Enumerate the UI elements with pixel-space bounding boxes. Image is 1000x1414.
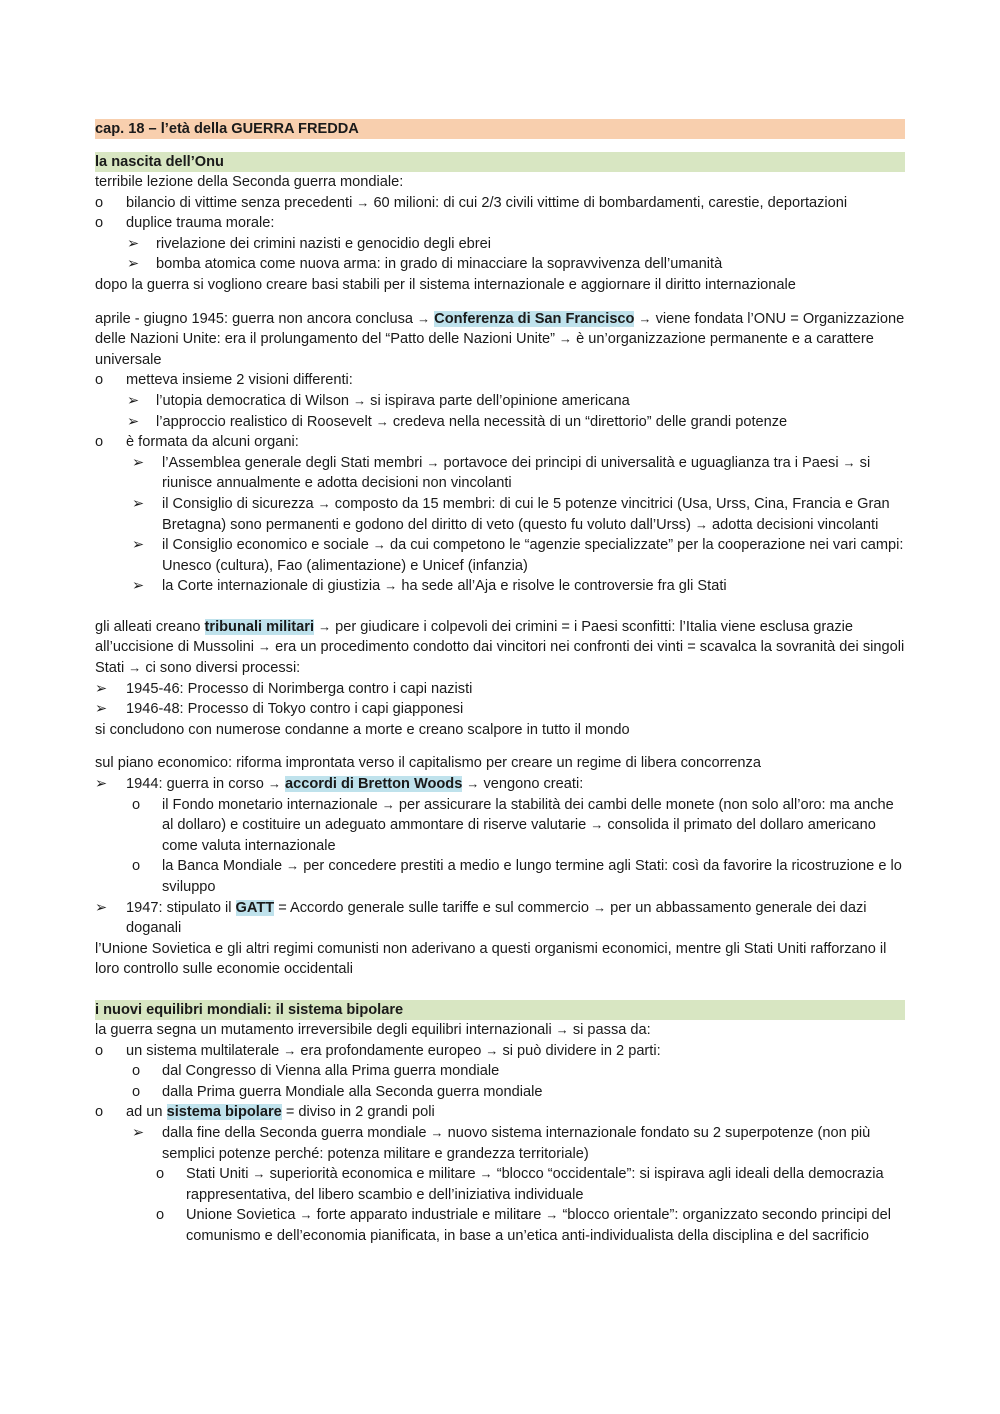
list-item: ➢ il Consiglio economico e sociale → da cui competono le “agenzie specializzate” per la cooperazione nei vari campi: Unesco (cultura), Fao (alimentazione) e Unicef (infanzia) — [132, 537, 904, 574]
circle-bullet-icon: o — [132, 796, 141, 813]
right-arrow-icon: → — [417, 310, 431, 326]
circle-bullet-icon: o — [132, 1063, 141, 1080]
right-arrow-icon: → — [128, 660, 142, 676]
right-arrow-icon: → — [318, 618, 332, 634]
right-arrow-icon: → — [317, 495, 331, 511]
arrowhead-bullet-icon: ➢ — [132, 1124, 145, 1141]
right-arrow-icon: → — [252, 1166, 266, 1182]
highlight-term: sistema bipolare — [166, 1104, 282, 1121]
circle-bullet-icon: o — [95, 194, 104, 211]
right-arrow-icon: → — [267, 776, 281, 792]
list-item: o metteva insieme 2 visioni differenti: — [95, 370, 905, 391]
section-heading-onu: la nascita dell’Onu — [95, 152, 905, 172]
arrowhead-bullet-icon: ➢ — [132, 537, 145, 554]
circle-bullet-icon: o — [95, 215, 104, 232]
paragraph: la guerra segna un mutamento irreversibile degli equilibri internazionali → si passa da: — [95, 1021, 651, 1038]
list-item: ➢ dalla fine della Seconda guerra mondiale → nuovo sistema internazionale fondato su 2 superpotenze (non più semplici potenze perché: potenza militare e grandezza territoriale) — [132, 1124, 871, 1162]
right-arrow-icon: → — [593, 899, 607, 915]
arrowhead-bullet-icon: ➢ — [95, 701, 108, 718]
right-arrow-icon: → — [694, 516, 708, 532]
arrowhead-bullet-icon: ➢ — [127, 392, 140, 409]
arrowhead-bullet-icon: ➢ — [95, 899, 108, 916]
list-item: ➢ rivelazione dei crimini nazisti e genocidio degli ebrei — [95, 234, 905, 255]
list-item: o un sistema multilaterale → era profondamente europeo → si può dividere in 2 parti: — [95, 1041, 905, 1062]
circle-bullet-icon: o — [156, 1207, 165, 1224]
chapter-title: cap. 18 – l’età della GUERRA FREDDA — [95, 119, 905, 139]
section-heading-bipolar: i nuovi equilibri mondiali: il sistema bipolare — [95, 1000, 905, 1020]
paragraph: terribile lezione della Seconda guerra mondiale: — [95, 174, 404, 190]
circle-bullet-icon: o — [156, 1166, 165, 1183]
right-arrow-icon: → — [372, 537, 386, 553]
circle-bullet-icon: o — [95, 434, 104, 451]
highlight-term: Conferenza di San Francisco — [434, 310, 635, 327]
paragraph: sul piano economico: riforma improntata verso il capitalismo per creare un regime di libera concorrenza — [95, 755, 761, 772]
paragraph: l’Unione Sovietica e gli altri regimi comunisti non aderivano a questi organismi economici, mentre gli Stati Uniti rafforzano il loro controllo sulle economie occidentali — [95, 940, 887, 978]
arrowhead-bullet-icon: ➢ — [132, 454, 145, 471]
arrowhead-bullet-icon: ➢ — [132, 495, 145, 512]
right-arrow-icon: → — [559, 331, 573, 347]
list-item: o bilancio di vittime senza precedenti → 60 milioni: di cui 2/3 civili vittime di bombardamenti, carestie, deportazioni — [95, 193, 905, 214]
right-arrow-icon: → — [638, 310, 652, 326]
circle-bullet-icon: o — [95, 372, 104, 389]
list-item: o dalla Prima guerra Mondiale alla Seconda guerra mondiale — [95, 1082, 905, 1103]
list-item: o duplice trauma morale: — [95, 213, 905, 234]
right-arrow-icon: → — [283, 1042, 297, 1058]
list-item: ➢ l’approccio realistico di Roosevelt → credeva nella necessità di un “direttorio” delle grandi potenze — [95, 412, 905, 433]
right-arrow-icon: → — [545, 1207, 559, 1223]
right-arrow-icon: → — [430, 1124, 444, 1140]
arrowhead-bullet-icon: ➢ — [132, 578, 145, 595]
right-arrow-icon: → — [353, 392, 367, 408]
list-item: ➢ 1944: guerra in corso → accordi di Bretton Woods → vengono creati: — [95, 774, 905, 795]
right-arrow-icon: → — [479, 1166, 493, 1182]
highlight-term: GATT — [235, 899, 275, 916]
paragraph: gli alleati creano tribunali militari → per giudicare i colpevoli dei crimini = i Paesi sconfitti: l’Italia viene esclusa grazie all’uccisione di Mussolini → era un procedimento condotto dai vincitori nei confronti dei vinti = scavalca la sovranità dei singoli Stati → ci sono diversi processi: — [95, 618, 905, 677]
list-item: o è formata da alcuni organi: — [95, 432, 905, 453]
right-arrow-icon: → — [842, 454, 856, 470]
circle-bullet-icon: o — [132, 1083, 141, 1100]
right-arrow-icon: → — [426, 454, 440, 470]
circle-bullet-icon: o — [132, 858, 141, 875]
right-arrow-icon: → — [299, 1207, 313, 1223]
list-item: o la Banca Mondiale → per concedere prestiti a medio e lungo termine agli Stati: così da favorire la ricostruzione e lo sviluppo — [132, 858, 902, 895]
highlight-term: tribunali militari — [204, 618, 314, 635]
document-page — [95, 119, 905, 1247]
right-arrow-icon: → — [485, 1042, 499, 1058]
list-item: o ad un sistema bipolare = diviso in 2 grandi poli — [95, 1102, 905, 1123]
right-arrow-icon: → — [258, 639, 272, 655]
paragraph: dopo la guerra si vogliono creare basi stabili per il sistema internazionale e aggiornare il diritto internazionale — [95, 276, 796, 293]
list-item: o Stati Uniti → superiorità economica e militare → “blocco “occidentale”: si ispirava agli ideali della democrazia rappresentativa, del libero scambio e dell’iniziativa individuale — [156, 1166, 884, 1203]
list-item: ➢ 1947: stipulato il GATT = Accordo generale sulle tariffe e sul commercio → per un abbassamento generale dei dazi doganali — [95, 899, 867, 937]
right-arrow-icon: → — [356, 194, 370, 210]
right-arrow-icon: → — [375, 413, 389, 429]
paragraph: si concludono con numerose condanne a morte e creano scalpore in tutto il mondo — [95, 721, 630, 738]
right-arrow-icon: → — [466, 776, 480, 792]
paragraph: aprile - giugno 1945: guerra non ancora conclusa → Conferenza di San Francisco → viene fondata l’ONU = Organizzazione delle Nazioni Unite: era il prolungamento del “Patto delle Nazioni Unite” → è un’organizzazione permanente e a carattere universale — [95, 310, 905, 368]
right-arrow-icon: → — [384, 578, 398, 594]
list-item: ➢ il Consiglio di sicurezza → composto da 15 membri: di cui le 5 potenze vincitrici (Usa, Urss, Cina, Francia e Gran Bretagna) sono permanenti e godono del diritto di veto (questo fu voluto dall’Urss) → adotta decisioni vincolanti — [132, 495, 890, 533]
arrowhead-bullet-icon: ➢ — [95, 680, 108, 697]
list-item: ➢ la Corte internazionale di giustizia → ha sede all’Aja e risolve le controversie fra gli Stati — [95, 576, 905, 597]
arrowhead-bullet-icon: ➢ — [95, 776, 108, 793]
list-item: o dal Congresso di Vienna alla Prima guerra mondiale — [95, 1061, 905, 1082]
list-item: o il Fondo monetario internazionale → per assicurare la stabilità dei cambi delle monete (non solo all’oro: ma anche al dollaro) e costituire un adeguato ammontare di riserve valutarie → consolida il primato del dollaro americano come valuta internazionale — [132, 796, 894, 854]
right-arrow-icon: → — [381, 796, 395, 812]
list-item: ➢ l’Assemblea generale degli Stati membri → portavoce dei principi di universalità e uguaglianza tra i Paesi → si riunisce annualmente e adotta decisioni non vincolanti — [132, 454, 871, 492]
arrowhead-bullet-icon: ➢ — [127, 256, 140, 273]
list-item: ➢ bomba atomica come nuova arma: in grado di minacciare la sopravvivenza dell’umanità — [95, 254, 905, 275]
right-arrow-icon: → — [590, 817, 604, 833]
highlight-term: accordi di Bretton Woods — [285, 776, 463, 793]
arrowhead-bullet-icon: ➢ — [127, 235, 140, 252]
circle-bullet-icon: o — [95, 1042, 104, 1059]
list-item: o Unione Sovietica → forte apparato industriale e militare → “blocco orientale”: organizzato secondo principi del comunismo e dell’economia pianificata, in base a un’etica anti-individualista della disciplina e del sacrificio — [156, 1207, 891, 1244]
circle-bullet-icon: o — [95, 1104, 104, 1121]
list-item: ➢ 1945-46: Processo di Norimberga contro i capi nazisti — [95, 679, 905, 700]
list-item: ➢ l’utopia democratica di Wilson → si ispirava parte dell’opinione americana — [95, 391, 905, 412]
arrowhead-bullet-icon: ➢ — [127, 413, 140, 430]
right-arrow-icon: → — [555, 1021, 569, 1037]
list-item: ➢ 1946-48: Processo di Tokyo contro i capi giapponesi — [95, 699, 905, 720]
right-arrow-icon: → — [286, 858, 300, 874]
